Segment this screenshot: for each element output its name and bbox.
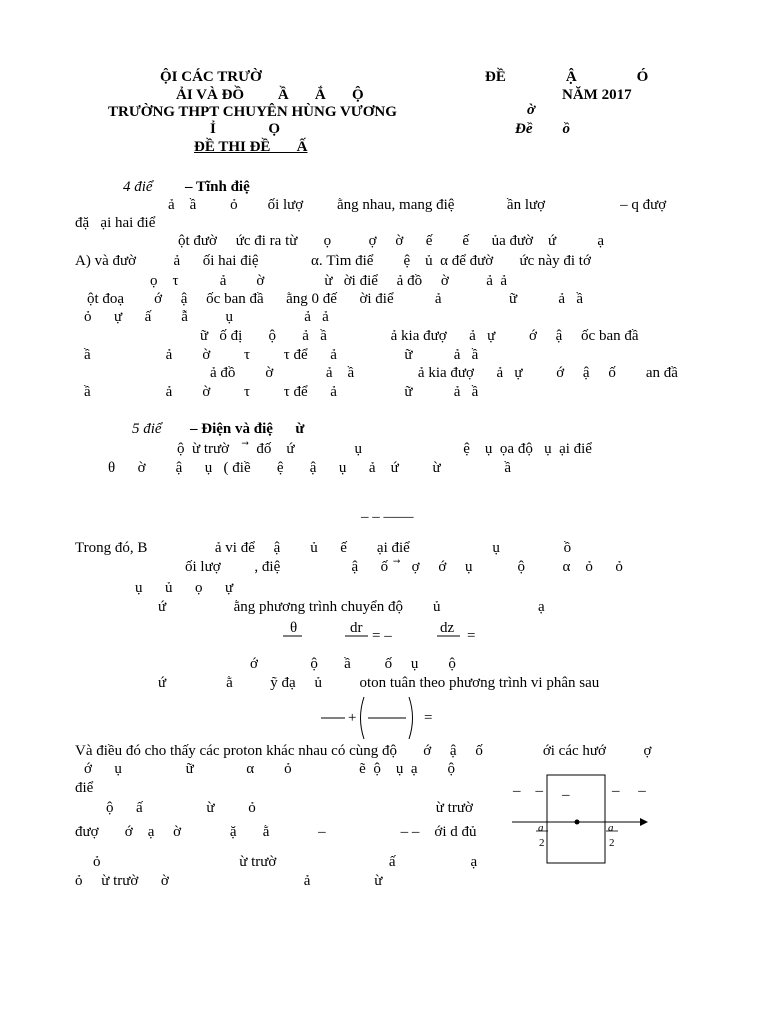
figure-2-left: 2	[539, 837, 545, 849]
q1-line: ầ ả ờ τ τ để ả ữ ả ầ	[84, 347, 479, 363]
figure-dash-center: –	[562, 787, 570, 803]
q2-line: ỏ ừ trườ ấ ạ	[93, 854, 478, 870]
header-left-line4: Ỉ Ọ	[210, 121, 281, 137]
header-right-line3: ờ	[527, 102, 536, 118]
exam-title: ĐỀ THI ĐỀ Ấ	[194, 139, 308, 155]
q2-line: Và điều đó cho thấy các proton khác nhau có cùng độ ớ ậ ố ới các hướ ợ	[75, 743, 652, 759]
q1-line: đặ ại hai điể	[75, 215, 156, 231]
q2-line: ứ ằ ỹ đạ ủ oton tuân theo phương trình vi phân sau	[158, 675, 600, 691]
q1-line: ọ τ ả ờ ừ ời điể ả đồ ờ ả ả	[150, 273, 508, 289]
figure-dash-right: – –	[612, 783, 646, 799]
figure-2-right: 2	[609, 837, 615, 849]
q2-line: điể	[75, 780, 94, 796]
diffeq-equals: =	[424, 710, 433, 726]
header-year: NĂM 2017	[562, 87, 632, 103]
q2-line: ớ ộ ầ ố ụ ộ	[250, 656, 456, 672]
q2-line: đượ ớ ạ ờ ặ ằ – – – ới d đủ	[75, 824, 477, 840]
diffeq-plus: +	[348, 710, 357, 726]
q1-line: ữ ố đị ộ ả ầ ả kia đượ ả ự ớ ậ ốc ban đầ	[200, 328, 639, 344]
header-school: TRƯỜNG THPT CHUYÊN HÙNG VƯƠNG	[108, 104, 397, 120]
q1-line: ầ ả ờ τ τ để ả ữ ả ầ	[84, 384, 479, 400]
q2-line: ụ ủ ọ ự	[135, 580, 234, 596]
equation-dashes: – – ——	[361, 509, 414, 525]
q2-line: ối lượ , điệ ậ ố ⃗ ợ ớ ụ ộ α ỏ ỏ	[185, 559, 623, 575]
eq-dz: dz	[440, 620, 455, 636]
eq-mid: = –	[372, 628, 392, 644]
q2-line: Trong đó, B ả vi để ậ ủ ế ại điể ụ ồ	[75, 540, 572, 556]
q1-line: ỏ ự ấ ẫ ụ ả ả	[84, 309, 329, 325]
q1-line: ột đoạ ớ ậ ốc ban đầ ằng 0 đế ời điể ả ữ ả ầ	[87, 291, 583, 307]
header-right-line1: ĐỀ Ậ Ó	[485, 69, 649, 85]
q2-line: ứ ằng phương trình chuyển độ ủ ạ	[158, 599, 545, 615]
q2-line: ớ ụ ữ α ỏ ẽ ộ ụ ạ ộ	[84, 761, 455, 777]
figure-a-left: a	[538, 822, 544, 834]
figure-a-right: a	[608, 822, 614, 834]
q2-points: 5 điể	[132, 421, 162, 437]
q1-title: – Tĩnh điệ	[185, 179, 250, 195]
eq-dr: dr	[350, 620, 363, 636]
q1-points: 4 điể	[123, 179, 153, 195]
eq-end: =	[467, 628, 476, 644]
header-left-line2: ẢI VÀ ĐỒ Ầ Ắ Ộ	[176, 87, 364, 103]
q1-line: A) và đườ ả ối hai điệ α. Tìm điể ệ ủ α để đườ ức này đi tớ	[75, 253, 591, 269]
q2-title: – Điện và điệ ừ	[190, 421, 305, 437]
q1-line: ả ầ ỏ ối lượ ằng nhau, mang điệ ần lượ – q đượ	[168, 197, 667, 213]
header-left-line1: ỘI CÁC TRƯỜ	[160, 69, 262, 85]
figure-dash-left: – –	[513, 783, 543, 799]
eq-theta: θ	[290, 620, 298, 636]
q2-line: ộ ấ ừ ỏ ừ trườ	[106, 800, 473, 816]
q1-line: ả đồ ờ ả ầ ả kia đượ ả ự ớ ậ ố an đầ	[210, 365, 678, 381]
header-right-line4: Đề ồ	[515, 121, 570, 137]
q2-line: θ ờ ậ ụ ( điề ệ ậ ụ ả ứ ừ ầ	[108, 460, 511, 476]
q2-line: ộ ừ trườ ⃗ đố ứ ụ ệ ụ ọa độ ụ ại điể	[177, 441, 592, 457]
q2-line: ỏ ừ trườ ờ ả ừ	[75, 873, 383, 889]
q1-line: ột đườ ức đi ra từ ọ ợ ờ ế ế ủa đườ ứ ạ	[178, 233, 605, 249]
